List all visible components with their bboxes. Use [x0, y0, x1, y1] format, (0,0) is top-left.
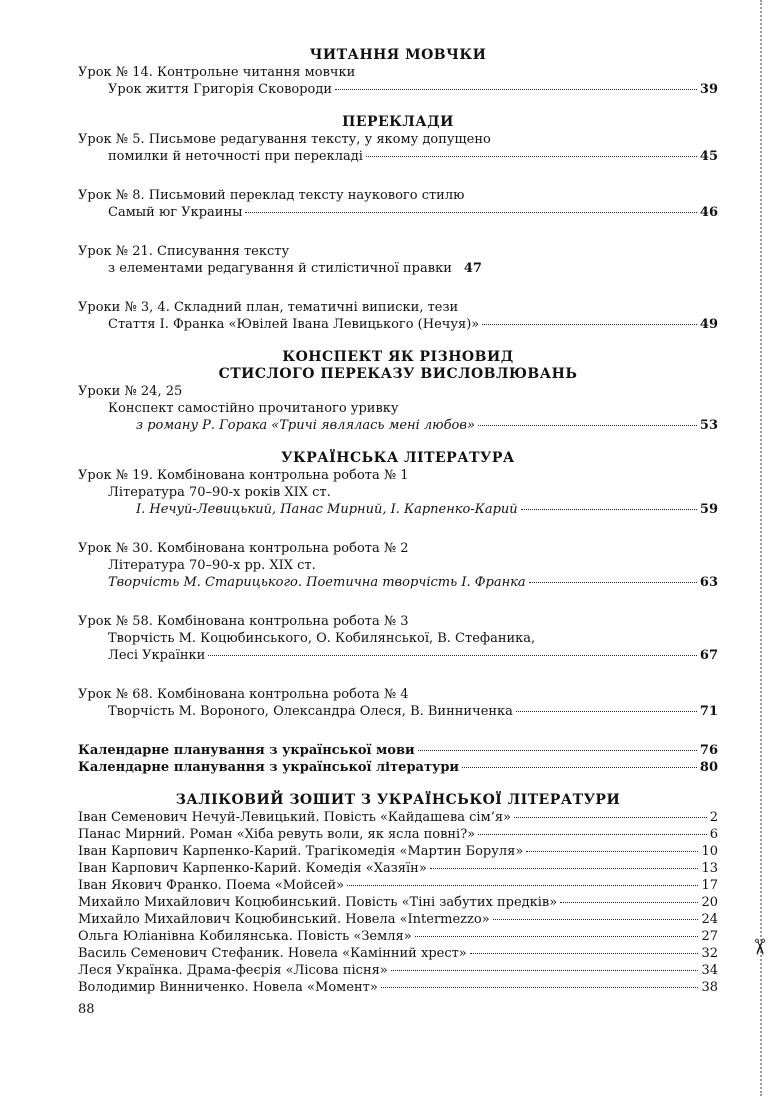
dot-leader: [462, 767, 697, 768]
dot-leader: [415, 936, 699, 937]
dot-leader: [514, 817, 707, 818]
dot-leader: [430, 868, 699, 869]
dot-leader: [478, 834, 707, 835]
toc-entry-text: помилки й неточності при перекладі: [108, 149, 363, 164]
toc-entry-line: Урок № 19. Комбінована контрольна робота № 1: [78, 468, 409, 483]
section-title: КОНСПЕКТ ЯК РІЗНОВИД: [282, 349, 514, 365]
gradebook-item[interactable]: [78, 860, 718, 877]
gradebook-item-text: Панас Мирний. Роман «Хіба ревуть воли, як ясла повні?»: [78, 827, 476, 842]
gradebook-item[interactable]: [78, 809, 718, 826]
gradebook-item[interactable]: [78, 979, 718, 996]
page-ref: 20: [701, 895, 718, 910]
page-ref: 34: [701, 963, 718, 978]
gradebook-item[interactable]: [78, 843, 718, 860]
gradebook-item[interactable]: [78, 877, 718, 894]
dot-leader: [391, 970, 699, 971]
toc-entry-text: Календарне планування з української мови: [78, 743, 415, 758]
gradebook-item-text: Василь Семенович Стефаник. Новела «Камінний хрест»: [78, 946, 467, 961]
section-title: УКРАЇНСЬКА ЛІТЕРАТУРА: [281, 450, 515, 466]
page-ref: 45: [699, 149, 718, 164]
page-ref: 47: [463, 261, 482, 276]
dot-leader: [245, 212, 696, 213]
dot-leader: [526, 851, 698, 852]
toc-entry-line: Конспект самостійно прочитаного уривку: [108, 401, 399, 416]
table-of-contents: [78, 47, 718, 996]
toc-entry[interactable]: [78, 501, 718, 518]
page-ref: 67: [699, 648, 718, 663]
page-ref: 27: [701, 929, 718, 944]
toc-entry-text: І. Нечуй-Левицький, Панас Мирний, І. Карпенко-Карий: [136, 502, 518, 517]
dot-leader: [529, 582, 697, 583]
section-title: СТИСЛОГО ПЕРЕКАЗУ ВИСЛОВЛЮВАНЬ: [218, 366, 578, 382]
page-ref: 80: [699, 760, 718, 775]
page-ref: 2: [709, 810, 718, 825]
toc-entry-text: Лесі Українки: [108, 648, 206, 663]
dot-leader: [208, 655, 697, 656]
dot-leader: [347, 885, 698, 886]
toc-entry-text: Урок життя Григорія Сковороди: [108, 82, 333, 97]
scissors-icon: ✂: [746, 937, 772, 957]
gradebook-item[interactable]: [78, 928, 718, 945]
dot-leader: [478, 425, 697, 426]
toc-entry[interactable]: [78, 417, 718, 434]
toc-entry-text: Календарне планування з української літератури: [78, 760, 460, 775]
toc-entry-line: Урок № 8. Письмовий переклад тексту наукового стилю: [78, 188, 465, 203]
toc-entry[interactable]: [78, 204, 718, 221]
page-ref: 71: [699, 704, 718, 719]
dot-leader: [493, 919, 699, 920]
page-ref: 53: [699, 418, 718, 433]
toc-entry[interactable]: [78, 703, 718, 720]
toc-entry[interactable]: [78, 260, 718, 277]
toc-entry[interactable]: [78, 81, 718, 98]
toc-entry[interactable]: [78, 316, 718, 333]
page-ref: 63: [699, 575, 718, 590]
gradebook-item-text: Іван Семенович Нечуй-Левицький. Повість «Кайдашева сім’я»: [78, 810, 511, 825]
dot-leader: [521, 509, 697, 510]
toc-entry-text: Стаття І. Франка «Ювілей Івана Левицького (Нечуя)»: [108, 317, 480, 332]
section-title: ЧИТАННЯ МОВЧКИ: [309, 47, 487, 63]
page-ref: 39: [699, 82, 718, 97]
toc-entry-line: Уроки № 3, 4. Складний план, тематичні виписки, тези: [78, 300, 459, 315]
cut-line: [760, 0, 762, 1096]
toc-entry[interactable]: [78, 574, 718, 591]
dot-leader: [482, 324, 697, 325]
toc-entry-text: з роману Р. Горака «Тричі являлась мені любов»: [136, 418, 475, 433]
toc-entry-line: Урок № 21. Списування тексту: [78, 244, 290, 259]
page-ref: 13: [701, 861, 718, 876]
dot-leader: [470, 953, 699, 954]
gradebook-item[interactable]: [78, 962, 718, 979]
page-ref: 38: [701, 980, 718, 995]
gradebook-item-text: Леся Українка. Драма-феєрія «Лісова пісня»: [78, 963, 388, 978]
toc-entry-line: Творчість М. Коцюбинського, О. Кобилянської, В. Стефаника,: [108, 631, 536, 646]
toc-entry-calendar-literature[interactable]: [78, 759, 718, 776]
gradebook-item-text: Володимир Винниченко. Новела «Момент»: [78, 980, 378, 995]
toc-entry-line: Урок № 30. Комбінована контрольна робота № 2: [78, 541, 409, 556]
toc-entry-text: з елементами редагування й стилістичної правки: [108, 261, 452, 276]
page-ref: 46: [699, 205, 718, 220]
toc-entry-line: Урок № 14. Контрольне читання мовчки: [78, 65, 356, 80]
toc-entry[interactable]: [78, 148, 718, 165]
page-ref: 17: [701, 878, 718, 893]
page-ref: 32: [701, 946, 718, 961]
dot-leader: [335, 89, 697, 90]
dot-leader: [516, 711, 697, 712]
section-title: ПЕРЕКЛАДИ: [342, 114, 454, 130]
toc-entry-line: Уроки № 24, 25: [78, 384, 183, 399]
toc-entry-calendar-language[interactable]: [78, 742, 718, 759]
page-ref: 10: [701, 844, 718, 859]
gradebook-item-text: Михайло Михайлович Коцюбинський. Повість «Тіні забутих предків»: [78, 895, 558, 910]
gradebook-item[interactable]: [78, 826, 718, 843]
page-ref: 76: [699, 743, 718, 758]
gradebook-item-text: Ольга Юліанівна Кобилянська. Повість «Земля»: [78, 929, 412, 944]
gradebook-item[interactable]: [78, 945, 718, 962]
gradebook-item-text: Іван Якович Франко. Поема «Мойсей»: [78, 878, 345, 893]
section-title: ЗАЛІКОВИЙ ЗОШИТ З УКРАЇНСЬКОЇ ЛІТЕРАТУРИ: [175, 792, 621, 808]
page-ref: 59: [699, 502, 718, 517]
toc-entry-line: Література 70–90-х рр. XIX ст.: [108, 558, 316, 573]
gradebook-item[interactable]: [78, 911, 718, 928]
toc-entry-line: Урок № 68. Комбінована контрольна робота № 4: [78, 687, 409, 702]
toc-entry-text: Самый юг Украины: [108, 205, 243, 220]
gradebook-item-text: Іван Карпович Карпенко-Карий. Комедія «Хазяїн»: [78, 861, 427, 876]
toc-entry-line: Урок № 58. Комбінована контрольна робота № 3: [78, 614, 409, 629]
toc-entry-text: Творчість М. Вороного, Олександра Олеся, В. Винниченка: [108, 704, 513, 719]
page-ref: 6: [709, 827, 718, 842]
dot-leader: [381, 987, 699, 988]
page-ref: 24: [701, 912, 718, 927]
toc-entry-line: Урок № 5. Письмове редагування тексту, у якому допущено: [78, 132, 491, 147]
page-number: 88: [78, 1002, 95, 1017]
toc-entry-text: Творчість М. Старицького. Поетична творчість І. Франка: [108, 575, 526, 590]
page-ref: 49: [699, 317, 718, 332]
dot-leader: [560, 902, 698, 903]
gradebook-list: [78, 809, 718, 996]
gradebook-item-text: Іван Карпович Карпенко-Карий. Трагікомедія «Мартин Боруля»: [78, 844, 524, 859]
gradebook-item[interactable]: [78, 894, 718, 911]
dot-leader: [366, 156, 697, 157]
dot-leader: [418, 750, 697, 751]
toc-entry[interactable]: [78, 647, 718, 664]
toc-entry-line: Література 70–90-х років XIX ст.: [108, 485, 331, 500]
gradebook-item-text: Михайло Михайлович Коцюбинський. Новела «Intermezzo»: [78, 912, 490, 927]
